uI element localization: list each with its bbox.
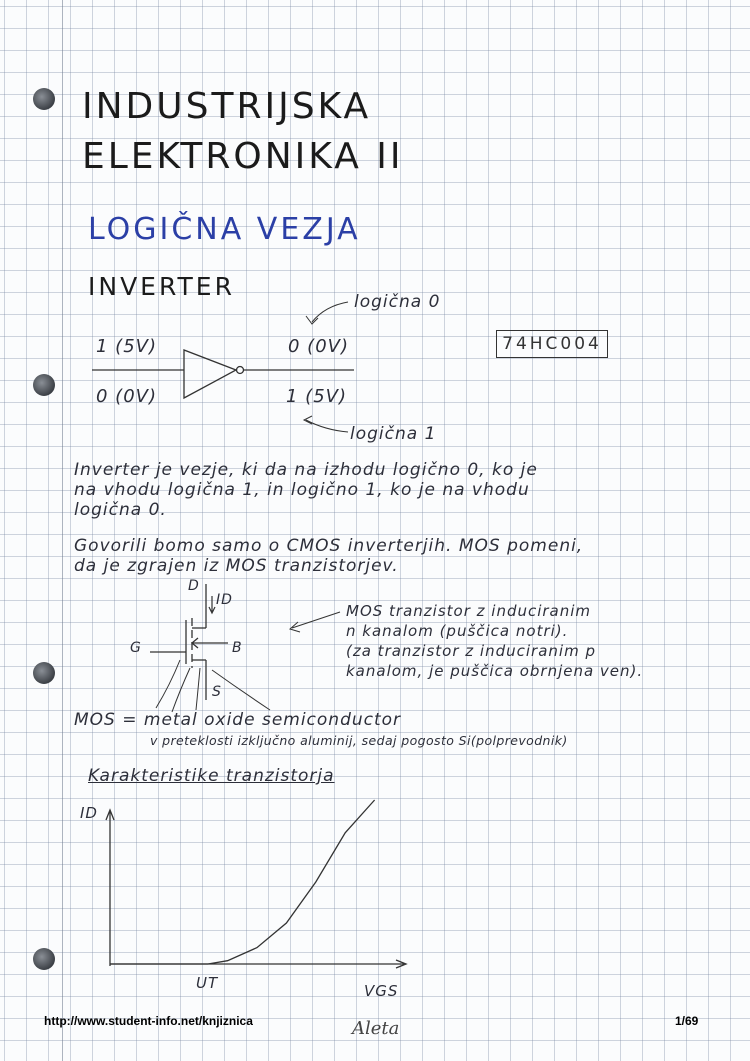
subsection-title: INVERTER (88, 272, 235, 301)
input-high-label: 1 (5V) (96, 336, 157, 357)
paragraph2-line1: Govorili bomo samo o CMOS inverterjih. MOS pomeni, (74, 536, 584, 556)
series-line (110, 800, 375, 964)
mos-note-line4: kanalom, je puščica obrnjena ven). (346, 662, 644, 680)
paragraph2-line2: da je zgrajen iz MOS tranzistorjev. (74, 556, 399, 576)
logic-zero-note: logična 0 (354, 292, 441, 312)
paragraph1-line2: na vhodu logična 1, in logično 1, ko je na vhodu (74, 480, 530, 500)
mos-note-line3: (za tranzistor z induciranim p (346, 642, 596, 660)
mos-definition: MOS = metal oxide semiconductor (74, 710, 402, 730)
section-title: LOGIČNA VEZJA (88, 212, 361, 247)
pin-s-label: S (212, 684, 222, 700)
output-high-label: 1 (5V) (286, 386, 347, 407)
y-axis-label: ID (80, 804, 98, 822)
logic-one-note: logična 1 (350, 424, 437, 444)
paragraph1-line1: Inverter je vezje, ki da na izhodu logično 0, ko je (74, 460, 538, 480)
x-axis-label: VGS (364, 982, 399, 1000)
characteristic-title: Karakteristike tranzistorja (88, 766, 335, 786)
footer-url[interactable]: http://www.student-info.net/knjiznica (44, 1014, 253, 1028)
title-line-2: ELEKTRONIKA II (82, 136, 404, 177)
input-low-label: 0 (0V) (96, 386, 157, 407)
aleta-logo: Aleta (352, 1018, 400, 1039)
output-low-label: 0 (0V) (288, 336, 349, 357)
pin-d-label: D (188, 578, 200, 594)
pin-b-label: B (232, 640, 243, 656)
pin-g-label: G (130, 640, 142, 656)
paragraph1-line3: logična 0. (74, 500, 167, 520)
mos-note-line2: n kanalom (puščica notri). (346, 622, 569, 640)
chip-label: 74HC004 (496, 330, 608, 358)
mos-note-line1: MOS tranzistor z induciranim (346, 602, 592, 620)
mos-history-note: v preteklosti izključno aluminij, sedaj pogosto Si(polprevodnik) (150, 733, 568, 748)
pin-id-label: ID (216, 592, 233, 608)
x-tick-ut: UT (196, 974, 219, 992)
page-number: 1/69 (675, 1014, 699, 1028)
title-line-1: INDUSTRIJSKA (82, 86, 372, 127)
